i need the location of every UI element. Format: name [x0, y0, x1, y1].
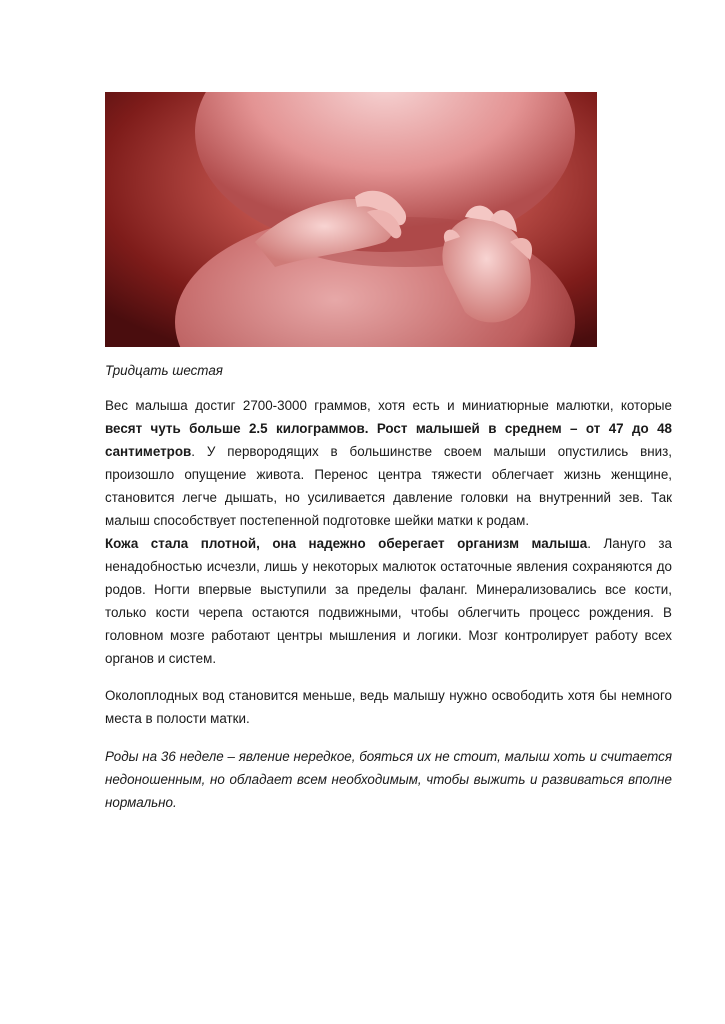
fetus-image-icon	[105, 92, 597, 347]
image-caption	[105, 359, 672, 382]
paragraph-2	[105, 532, 672, 670]
paragraph-4: Роды на 36 неделе – явление нередкое, бояться их не стоит, малыш хоть и считается недоношенным, но обладает всем необходимым, чтобы выжить и развиваться вполне нормально.	[105, 749, 672, 810]
p2-text-1: . Лануго за ненадобностью исчезли, лишь у некоторых малюток остаточные явления сохраняются до родов. Ногти впервые выступили за пределы фаланг. Минерализовались все кости, только кости черепа остаются подвижными, чтобы облегчить процесс рождения. В головном мозге работают центры мышления и логики. Мозг контролирует работу всех органов и систем.	[105, 536, 672, 666]
p1-bold-1: весят чуть больше 2.5 килограммов. Рост малышей в среднем – от 47 до 48 сантиметров	[105, 421, 672, 459]
paragraph-1	[105, 394, 672, 532]
p1-text-1: Вес малыша достиг 2700-3000 граммов, хотя есть и миниатюрные малютки, которые	[105, 398, 672, 413]
fetus-photo	[105, 92, 597, 347]
paragraph-3-block	[105, 684, 672, 730]
paragraph-4-block	[105, 745, 672, 814]
paragraph-3: Околоплодных вод становится меньше, ведь малышу нужно освободить хотя бы немного места в полости матки.	[105, 688, 672, 726]
caption-text: Тридцать шестая	[105, 363, 223, 378]
p2-bold-1: Кожа стала плотной, она надежно оберегает организм малыша	[105, 536, 588, 551]
paragraph-main	[105, 394, 672, 670]
p1-text-2: . У первородящих в большинстве своем малыши опустились вниз, произошло опущение живота. Перенос центра тяжести облегчает жизнь женщине, становится легче дышать, но усиливается давление головки на внутренний зев. Так малыш способствует постепенной подготовке шейки матки к родам.	[105, 444, 672, 528]
